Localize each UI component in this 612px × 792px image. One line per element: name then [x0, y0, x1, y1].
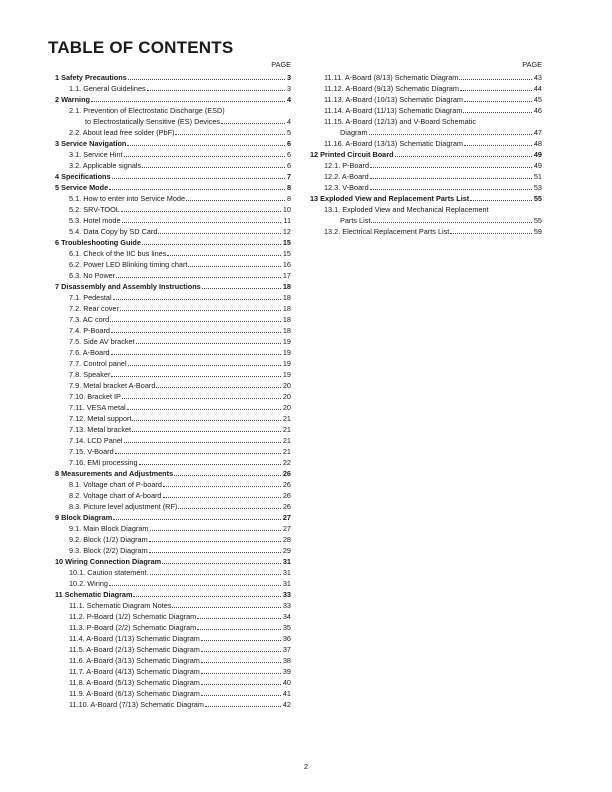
toc-subsection-entry[interactable] [55, 226, 291, 237]
toc-entry-page: 20 [282, 381, 291, 390]
dot-leader [156, 387, 281, 388]
dot-leader [122, 222, 281, 223]
toc-section-entry[interactable] [55, 182, 291, 193]
dot-leader [395, 156, 532, 157]
toc-entry-page: 15 [282, 249, 291, 258]
toc-entry-label: 2.2. About lead free solder (PbF) [69, 128, 175, 137]
toc-subsection-entry[interactable] [55, 347, 291, 358]
toc-entry-label: 8.1. Voltage chart of P-board [69, 480, 162, 489]
dot-leader [136, 343, 281, 344]
toc-entry-page: 31 [282, 579, 291, 588]
toc-entry-label: 8 Measurements and Adjustments [55, 469, 174, 478]
dot-leader [124, 442, 281, 443]
toc-subsection-entry[interactable] [55, 160, 291, 171]
toc-subsection-entry[interactable] [55, 699, 291, 710]
toc-entry-label: 11.9. A-Board (6/13) Schematic Diagram [69, 689, 200, 698]
toc-entry-page: 22 [282, 458, 291, 467]
toc-entry-label: 12 Printed Circuit Board [310, 150, 394, 159]
toc-subsection-entry[interactable] [55, 127, 291, 138]
toc-section-entry[interactable] [55, 237, 291, 248]
toc-entry-page: 19 [282, 359, 291, 368]
toc-subsection-entry[interactable] [55, 578, 291, 589]
toc-entry-page: 18 [282, 282, 291, 291]
toc-entry-label: 11.10. A-Board (7/13) Schematic Diagram [69, 700, 204, 709]
toc-section-entry[interactable] [55, 512, 291, 523]
dot-leader [174, 475, 281, 476]
dot-leader [113, 519, 281, 520]
toc-entry-label: 5.1. How to enter into Service Mode [69, 194, 185, 203]
dot-leader [112, 178, 285, 179]
toc-subsection-entry[interactable] [55, 358, 291, 369]
dot-leader [91, 101, 285, 102]
toc-subsection-entry[interactable] [55, 600, 291, 611]
page-column-header: PAGE [522, 60, 542, 69]
toc-entry-page: 6 [286, 161, 291, 170]
toc-entry-label: 11.6. A-Board (3/13) Schematic Diagram [69, 656, 200, 665]
dot-leader [188, 266, 281, 267]
dot-leader [109, 189, 285, 190]
toc-entry-page: 18 [282, 315, 291, 324]
toc-subsection-entry[interactable] [310, 204, 542, 226]
toc-entry-page: 21 [282, 425, 291, 434]
toc-entry-page: 27 [282, 513, 291, 522]
dot-leader [142, 167, 285, 168]
toc-entry-label: 5 Service Mode [55, 183, 109, 192]
toc-entry-page: 5 [286, 128, 291, 137]
toc-entry-page: 19 [282, 337, 291, 346]
toc-subsection-entry[interactable] [55, 655, 291, 666]
dot-leader [111, 332, 281, 333]
toc-subsection-entry[interactable] [310, 226, 542, 237]
toc-entry-page: 55 [533, 194, 542, 203]
toc-subsection-entry[interactable] [55, 534, 291, 545]
toc-entry-label-line1: 11.15. A-Board (12/13) and V-Board Schematic [324, 117, 476, 126]
toc-entry-label: 7.7. Control panel [69, 359, 127, 368]
toc-entry-page: 47 [533, 128, 542, 137]
toc-entry-page: 51 [533, 172, 542, 181]
toc-entry-label: 3.2. Applicable signals [69, 161, 142, 170]
page-column-header: PAGE [271, 60, 291, 69]
dot-leader [201, 640, 281, 641]
toc-entry-page: 59 [533, 227, 542, 236]
toc-section-entry[interactable] [55, 94, 291, 105]
dot-leader [450, 233, 532, 234]
toc-entry-page: 41 [282, 689, 291, 698]
toc-entry-page: 20 [282, 403, 291, 412]
toc-subsection-entry[interactable] [55, 622, 291, 633]
toc-entry-label: 7.8. Speaker [69, 370, 111, 379]
dot-leader [201, 651, 281, 652]
toc-subsection-entry[interactable] [55, 380, 291, 391]
toc-entry-label: 11.3. P-Board (2/2) Schematic Diagram [69, 623, 197, 632]
toc-subsection-entry[interactable] [55, 259, 291, 270]
toc-subsection-entry[interactable] [310, 83, 542, 94]
toc-entry-label: 7.1. Pedestal [69, 293, 112, 302]
dot-leader [197, 629, 281, 630]
toc-subsection-entry[interactable] [55, 336, 291, 347]
toc-subsection-entry[interactable] [55, 292, 291, 303]
toc-entry-page: 18 [282, 293, 291, 302]
dot-leader [167, 255, 281, 256]
dot-leader [463, 112, 532, 113]
toc-entry-label: 11.5. A-Board (2/13) Schematic Diagram [69, 645, 200, 654]
toc-subsection-entry[interactable] [310, 182, 542, 193]
dot-leader [201, 673, 281, 674]
dot-leader [202, 288, 281, 289]
toc-entry-label: 9 Block Diagram [55, 513, 113, 522]
dot-leader [201, 684, 281, 685]
toc-entry-page: 34 [282, 612, 291, 621]
dot-leader [149, 552, 281, 553]
dot-leader [109, 585, 281, 586]
toc-entry-page: 21 [282, 436, 291, 445]
toc-section-entry[interactable] [55, 281, 291, 292]
toc-subsection-entry[interactable] [55, 677, 291, 688]
toc-entry-page: 4 [286, 95, 291, 104]
toc-entry-label: Diagram [340, 128, 368, 137]
page-title: TABLE OF CONTENTS [48, 38, 234, 57]
toc-subsection-entry[interactable] [55, 193, 291, 204]
toc-entry-label: 7.16. EMI processing [69, 458, 138, 467]
toc-subsection-entry[interactable] [55, 545, 291, 556]
toc-subsection-entry[interactable] [55, 644, 291, 655]
toc-entry-page: 40 [282, 678, 291, 687]
toc-subsection-entry[interactable] [55, 215, 291, 226]
dot-leader [150, 530, 281, 531]
toc-entry-label: 7.11. VESA metal [69, 403, 126, 412]
toc-subsection-entry[interactable] [310, 138, 542, 149]
toc-entry-label: 7.15. V-Board [69, 447, 114, 456]
toc-entry-label: 11 Schematic Diagram [55, 590, 133, 599]
toc-entry-page: 8 [286, 183, 291, 192]
toc-entry-label: 11.12. A-Board (9/13) Schematic Diagram [324, 84, 459, 93]
toc-entry-label: 1 Safety Precautions [55, 73, 127, 82]
dot-leader [162, 563, 281, 564]
toc-subsection-entry[interactable] [55, 325, 291, 336]
toc-entry-page: 11 [283, 216, 291, 225]
toc-entry-label: 7.10. Bracket IP [69, 392, 121, 401]
dot-leader [201, 662, 281, 663]
toc-entry-label: 7.9. Metal bracket A-Board [69, 381, 156, 390]
dot-leader [110, 321, 281, 322]
toc-entry-page: 18 [282, 326, 291, 335]
toc-subsection-entry[interactable] [55, 688, 291, 699]
dot-leader [122, 398, 281, 399]
dot-leader [116, 277, 281, 278]
toc-entry-label: 11.16. A-Board (13/13) Schematic Diagram [324, 139, 463, 148]
toc-entry-page: 12 [282, 227, 291, 236]
toc-entry-label: 12.2. A-Board [324, 172, 369, 181]
toc-entry-page: 39 [282, 667, 291, 676]
toc-entry-label: 6 Troubleshooting Guide [55, 238, 141, 247]
dot-leader [186, 200, 285, 201]
toc-section-entry[interactable] [55, 468, 291, 479]
toc-subsection-entry[interactable] [55, 435, 291, 446]
dot-leader [111, 376, 281, 377]
toc-entry-label: 11.2. P-Board (1/2) Schematic Diagram [69, 612, 197, 621]
toc-subsection-entry[interactable] [55, 270, 291, 281]
toc-subsection-entry[interactable] [55, 446, 291, 457]
toc-entry-label: 11.4. A-Board (1/13) Schematic Diagram [69, 634, 200, 643]
toc-entry-page: 26 [282, 502, 291, 511]
toc-section-entry[interactable] [55, 72, 291, 83]
toc-entry-label: 7.12. Metal support [69, 414, 132, 423]
toc-subsection-entry[interactable] [55, 83, 291, 94]
toc-entry-page: 21 [282, 447, 291, 456]
toc-entry-page: 33 [282, 590, 291, 599]
toc-subsection-entry[interactable] [55, 611, 291, 622]
toc-subsection-entry[interactable] [55, 501, 291, 512]
dot-leader [133, 596, 281, 597]
dot-leader [111, 354, 281, 355]
dot-leader [178, 508, 281, 509]
toc-entry-page: 16 [282, 260, 291, 269]
toc-entry-label: 8.2. Voltage chart of A-board [69, 491, 162, 500]
toc-entry-label: 10 Wiring Connection Diagram [55, 557, 162, 566]
toc-entry-page: 3 [286, 84, 291, 93]
toc-entry-page: 26 [282, 491, 291, 500]
dot-leader [132, 431, 281, 432]
dot-leader [147, 90, 285, 91]
toc-subsection-entry[interactable] [55, 248, 291, 259]
toc-entry-page: 49 [533, 150, 542, 159]
toc-entry-page: 46 [533, 106, 542, 115]
toc-subsection-entry[interactable] [310, 160, 542, 171]
toc-entry-page: 44 [533, 84, 542, 93]
toc-entry-label: 6.1. Check of the IIC bus lines [69, 249, 167, 258]
toc-entry-label: 9.2. Block (1/2) Diagram [69, 535, 148, 544]
toc-entry-page: 31 [282, 557, 291, 566]
toc-entry-label: 12.1. P-Board [324, 161, 370, 170]
toc-subsection-entry[interactable] [55, 567, 291, 578]
toc-entry-label: 11.13. A-Board (10/13) Schematic Diagram [324, 95, 463, 104]
toc-section-entry[interactable] [55, 556, 291, 567]
dot-leader [128, 79, 285, 80]
toc-entry-page: 6 [286, 139, 291, 148]
dot-leader [163, 486, 281, 487]
toc-entry-page: 17 [282, 271, 291, 280]
toc-section-entry[interactable] [55, 589, 291, 600]
toc-entry-label: 6.3. No Power [69, 271, 116, 280]
toc-entry-label: 5.3. Hotel mode [69, 216, 121, 225]
dot-leader [163, 497, 281, 498]
dot-leader [115, 453, 281, 454]
toc-subsection-entry[interactable] [55, 402, 291, 413]
dot-leader [221, 123, 285, 124]
toc-entry-page: 35 [282, 623, 291, 632]
toc-subsection-entry[interactable] [55, 523, 291, 534]
toc-entry-label: 11.8. A-Board (5/13) Schematic Diagram [69, 678, 200, 687]
page-number: 2 [303, 762, 309, 771]
toc-column-left [55, 60, 291, 710]
toc-entry-page: 45 [533, 95, 542, 104]
toc-entry-label: 2 Warning [55, 95, 90, 104]
toc-entry-label: 3.1. Service Hint [69, 150, 123, 159]
dot-leader [172, 607, 281, 608]
dot-leader [459, 79, 532, 80]
toc-entry-label: 3 Service Navigation [55, 139, 127, 148]
toc-subsection-entry[interactable] [55, 413, 291, 424]
toc-entry-page: 26 [282, 469, 291, 478]
toc-entry-page: 53 [533, 183, 542, 192]
dot-leader [158, 233, 281, 234]
toc-entry-label: 7.3. AC cord [69, 315, 110, 324]
toc-subsection-entry[interactable] [310, 116, 542, 138]
toc-subsection-entry[interactable] [55, 204, 291, 215]
toc-entry-page: 6 [286, 150, 291, 159]
toc-entry-label: Parts List [340, 216, 371, 225]
dot-leader [142, 244, 281, 245]
toc-entry-label: 7.2. Rear cover [69, 304, 119, 313]
toc-entry-label: 10.2. Wiring [69, 579, 108, 588]
toc-subsection-entry[interactable] [55, 490, 291, 501]
toc-entry-page: 19 [282, 370, 291, 379]
dot-leader [124, 156, 285, 157]
toc-subsection-entry[interactable] [55, 666, 291, 677]
toc-entry-page: 37 [282, 645, 291, 654]
toc-entry-label: 12.3. V-Board [324, 183, 369, 192]
toc-entry-list [310, 72, 542, 237]
toc-entry-page: 20 [282, 392, 291, 401]
toc-section-entry[interactable] [310, 193, 542, 204]
toc-subsection-entry[interactable] [55, 479, 291, 490]
dot-leader [150, 574, 281, 575]
toc-entry-label: 13.2. Electrical Replacement Parts List [324, 227, 450, 236]
toc-entry-page: 26 [282, 480, 291, 489]
toc-subsection-entry[interactable] [55, 457, 291, 468]
toc-entry-page: 21 [282, 414, 291, 423]
dot-leader [127, 409, 281, 410]
dot-leader [175, 134, 285, 135]
toc-entry-label: to Electrostatically Sensitive (ES) Devices [85, 117, 221, 126]
toc-entry-page: 31 [282, 568, 291, 577]
toc-entry-label: 11.14. A-Board (11/13) Schematic Diagram [324, 106, 463, 115]
toc-entry-label: 7.5. Side AV bracket [69, 337, 135, 346]
toc-entry-label: 11.11. A-Board (8/13) Schematic Diagram [324, 73, 459, 82]
toc-entry-page: 55 [533, 216, 542, 225]
toc-entry-page: 28 [282, 535, 291, 544]
toc-subsection-entry[interactable] [55, 369, 291, 380]
toc-entry-label: 4 Specifications [55, 172, 111, 181]
toc-entry-label: 6.2. Power LED Blinking timing chart [69, 260, 188, 269]
dot-leader [127, 145, 285, 146]
toc-entry-label: 9.3. Block (2/2) Diagram [69, 546, 148, 555]
dot-leader [460, 90, 532, 91]
toc-subsection-entry[interactable] [310, 94, 542, 105]
toc-subsection-entry[interactable] [55, 633, 291, 644]
dot-leader [113, 299, 281, 300]
dot-leader [369, 134, 532, 135]
toc-entry-page: 8 [286, 194, 291, 203]
toc-entry-page: 29 [282, 546, 291, 555]
toc-entry-label: 7 Disassembly and Assembly Instructions [55, 282, 201, 291]
dot-leader [205, 706, 281, 707]
toc-entry-page: 49 [533, 161, 542, 170]
toc-section-entry[interactable] [310, 149, 542, 160]
dot-leader [128, 365, 281, 366]
dot-leader [201, 695, 281, 696]
dot-leader [370, 167, 532, 168]
dot-leader [139, 464, 281, 465]
toc-entry-page: 27 [282, 524, 291, 533]
toc-entry-page: 15 [282, 238, 291, 247]
toc-entry-page: 3 [286, 73, 291, 82]
toc-entry-page: 19 [282, 348, 291, 357]
dot-leader [370, 189, 532, 190]
toc-subsection-entry[interactable] [55, 314, 291, 325]
toc-entry-label: 5.2. SRV-TOOL [69, 205, 120, 214]
toc-entry-page: 38 [282, 656, 291, 665]
dot-leader [464, 145, 532, 146]
toc-entry-label: 13 Exploded View and Replacement Parts List [310, 194, 470, 203]
toc-subsection-entry[interactable] [55, 303, 291, 314]
toc-entry-label: 7.13. Metal bracket [69, 425, 132, 434]
toc-entry-label: 10.1. Caution statement. [69, 568, 149, 577]
toc-entry-page: 42 [282, 700, 291, 709]
dot-leader [370, 178, 532, 179]
dot-leader [120, 310, 281, 311]
toc-entry-label: 7.4. P-Board [69, 326, 110, 335]
toc-entry-label-line1: 2.1. Prevention of Electrostatic Discharge (ESD) [69, 106, 225, 115]
toc-entry-label: 5.4. Data Copy by SD Card [69, 227, 158, 236]
toc-entry-label: 7.14. LCD Panel [69, 436, 123, 445]
toc-entry-page: 7 [286, 172, 291, 181]
toc-section-entry[interactable] [55, 138, 291, 149]
toc-entry-page: 33 [282, 601, 291, 610]
dot-leader [149, 541, 281, 542]
toc-entry-page: 18 [282, 304, 291, 313]
toc-subsection-entry[interactable] [310, 72, 542, 83]
toc-entry-label: 7.6. A-Board [69, 348, 110, 357]
dot-leader [371, 222, 532, 223]
toc-column-right [310, 60, 542, 237]
dot-leader [197, 618, 281, 619]
toc-subsection-entry[interactable] [55, 391, 291, 402]
toc-entry-page: 36 [282, 634, 291, 643]
dot-leader [470, 200, 532, 201]
toc-subsection-entry[interactable] [55, 149, 291, 160]
toc-subsection-entry[interactable] [55, 424, 291, 435]
toc-entry-label: 8.3. Picture level adjustment (RF) [69, 502, 178, 511]
toc-subsection-entry[interactable] [310, 105, 542, 116]
dot-leader [464, 101, 532, 102]
toc-entry-label-line1: 13.1. Exploded View and Mechanical Replacement [324, 205, 489, 214]
toc-entry-page: 4 [286, 117, 291, 126]
dot-leader [132, 420, 281, 421]
toc-subsection-entry[interactable] [310, 171, 542, 182]
toc-entry-page: 43 [533, 73, 542, 82]
toc-entry-label: 11.1. Schematic Diagram Notes [69, 601, 172, 610]
toc-entry-page: 10 [282, 205, 291, 214]
dot-leader [121, 211, 281, 212]
toc-entry-page: 48 [533, 139, 542, 148]
toc-subsection-entry[interactable] [55, 105, 291, 127]
toc-section-entry[interactable] [55, 171, 291, 182]
toc-entry-label: 1.1. General Guidelines [69, 84, 146, 93]
toc-entry-list [55, 72, 291, 710]
toc-entry-label: 11.7. A-Board (4/13) Schematic Diagram [69, 667, 200, 676]
toc-entry-label: 9.1. Main Block Diagram [69, 524, 149, 533]
